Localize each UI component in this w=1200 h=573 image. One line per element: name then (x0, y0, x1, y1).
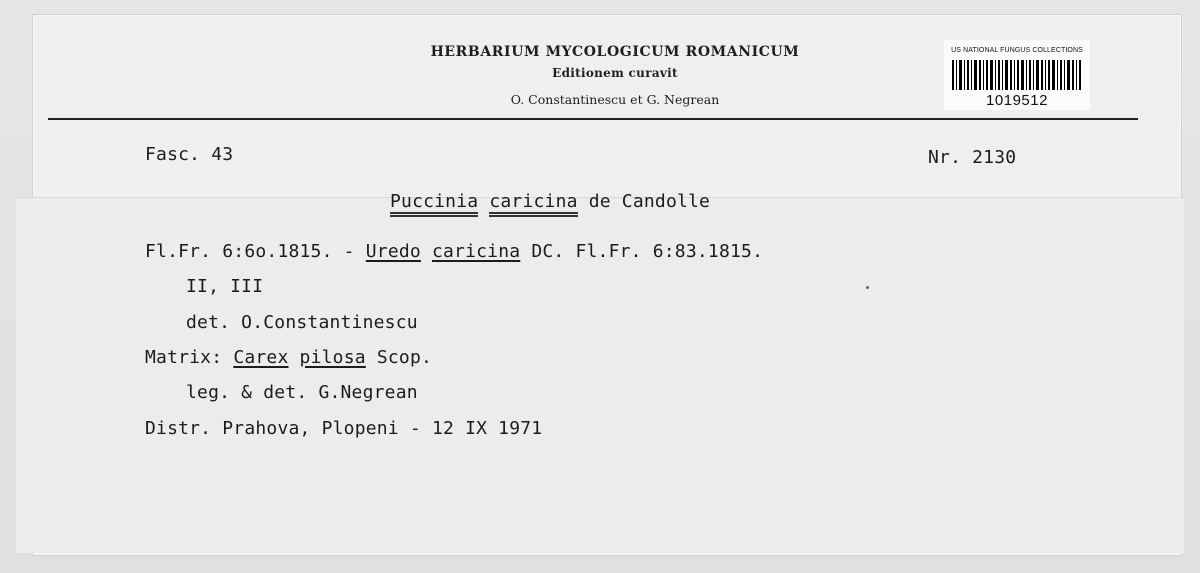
herbarium-title: HERBARIUM MYCOLOGICUM ROMANICUM (430, 44, 800, 60)
synonym-genus: Uredo (365, 241, 421, 262)
matrix-line (145, 347, 432, 368)
barcode-collection-label: US NATIONAL FUNGUS COLLECTIONS (951, 47, 1083, 54)
herbarium-editors: O. Constantinescu et G. Negrean (510, 92, 720, 107)
locality-date: Distr. Prahova, Plopeni - 12 IX 1971 (145, 418, 543, 439)
citation-line (145, 241, 763, 262)
collector: leg. & det. G.Negrean (186, 382, 418, 403)
spore-stages: II, III (186, 276, 264, 297)
species-genus: Puccinia (390, 193, 478, 217)
matrix-prefix: Matrix: (145, 347, 223, 368)
exsiccata-number: Nr. 2130 (928, 147, 1017, 168)
host-author: Scop. (376, 347, 433, 368)
synonym-epithet: caricina (431, 241, 521, 262)
paper-speck (866, 286, 869, 289)
species-epithet: caricina (489, 193, 577, 217)
barcode-icon (952, 60, 1082, 90)
header-divider (48, 118, 1138, 120)
species-author: de Candolle (588, 191, 711, 212)
barcode-sticker (944, 40, 1090, 110)
herbarium-subtitle: Editionem curavit (552, 66, 678, 80)
host-epithet: pilosa (299, 347, 366, 368)
catalog-number: 1019512 (986, 92, 1048, 109)
determiner: det. O.Constantinescu (186, 312, 418, 333)
citation-prefix: Fl.Fr. 6:6o.1815. - (145, 241, 355, 262)
fascicle-number: Fasc. 43 (145, 144, 234, 165)
species-name (390, 191, 710, 217)
citation-suffix: DC. Fl.Fr. 6:83.1815. (531, 241, 764, 262)
host-genus: Carex (233, 347, 289, 368)
